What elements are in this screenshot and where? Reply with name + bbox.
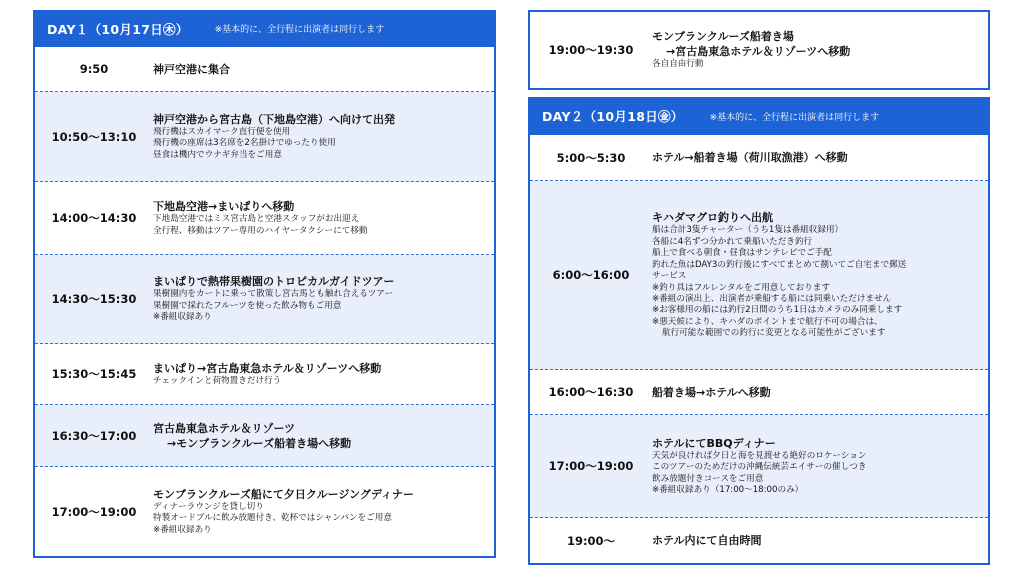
- schedule-row: [35, 182, 494, 255]
- schedule-row: [530, 12, 988, 88]
- schedule-row: [35, 344, 494, 405]
- row-time: 9:50: [79, 62, 109, 76]
- day2-title: DAY２（10月18日㊎）: [542, 109, 684, 124]
- schedule-row: [35, 47, 494, 92]
- row-detail: 飛行機の座席は3名席を2名掛けでゆったり使用: [153, 138, 336, 149]
- row-title: モンブランクルーズ船にて夕日クルージングディナー: [153, 487, 414, 501]
- schedule-row: [530, 135, 988, 181]
- day1-note: ※基本的に、全行程に出演者は同行します: [214, 25, 385, 35]
- row-title: 宮古島東急ホテル＆リゾーツ: [153, 421, 296, 435]
- row-title: 下地島空港→まいぱりへ移動: [153, 200, 295, 214]
- row-title: ホテル内にて自由時間: [652, 534, 762, 547]
- row-detail: 果樹園内をカートに乗って散策し宮古馬とも触れ合えるツアー: [153, 289, 394, 300]
- row-time: 16:30〜17:00: [51, 428, 137, 443]
- row-title: 神戸空港から宮古島（下地島空港）へ向けて出発: [153, 112, 395, 126]
- row-title: まいぱりで熱帯果樹園のトロピカルガイドツアー: [153, 275, 395, 289]
- row-detail: 特製オードブルに飲み放題付き、乾杯ではシャンパンをご用意: [153, 513, 392, 524]
- row-time: 14:00〜14:30: [51, 211, 137, 225]
- row-title: まいぱり→宮古島東急ホテル＆リゾーツへ移動: [153, 361, 382, 375]
- schedule-row: [35, 405, 494, 467]
- row-title: ホテル→船着き場（荷川取漁港）へ移動: [652, 151, 848, 164]
- row-detail: このツアーのためだけの沖縄伝統芸エイサーの催しつき: [652, 462, 867, 473]
- row-detail: 航行可能な範囲での釣行に変更となる可能性がございます: [662, 328, 886, 339]
- day2-header: [528, 97, 990, 135]
- row-time: 14:30〜15:30: [51, 292, 137, 306]
- row-time: 17:00〜19:00: [548, 459, 634, 473]
- row-time: 19:00〜19:30: [548, 43, 634, 57]
- row-title-continued: →モンブランクルーズ船着き場へ移動: [167, 436, 352, 450]
- row-time: 5:00〜5:30: [556, 150, 626, 165]
- row-detail: サービス: [652, 271, 687, 282]
- schedule-row: [530, 370, 988, 415]
- row-detail: ディナーラウンジを貸し切り: [153, 501, 264, 512]
- row-detail: ※お客様用の船には釣行2日間のうち1日はカメラのみ同乗します: [652, 305, 903, 316]
- row-detail: 釣れた魚はDAY3の釣行後にすべてまとめて捌いてご自宅まで郵送: [652, 259, 907, 270]
- day1-header: [33, 10, 496, 47]
- schedule-row: [530, 518, 988, 563]
- row-title: モンブランクルーズ船着き場: [652, 30, 794, 44]
- row-detail: 飛行機はスカイマーク直行便を使用: [153, 126, 291, 137]
- row-detail: 全行程、移動はツアー専用のハイヤータクシーにて移動: [153, 225, 368, 236]
- row-time: 15:30〜15:45: [51, 367, 137, 381]
- row-title: 船着き場→ホテルへ移動: [652, 385, 771, 399]
- row-detail: 各船に4名ずつ分かれて乗船いただき釣行: [652, 236, 813, 247]
- row-title: キハダマグロ釣りへ出航: [652, 211, 773, 225]
- schedule-row: [530, 181, 988, 370]
- row-detail: ※釣り具はフルレンタルをご用意しております: [652, 282, 830, 293]
- row-detail: 天気が良ければ夕日と海を見渡せる絶好のロケーション: [652, 450, 867, 461]
- row-time: 6:00〜16:00: [552, 268, 630, 282]
- row-time: 16:00〜16:30: [548, 385, 634, 399]
- row-detail: チェックインと荷物置きだけ行う: [153, 375, 282, 386]
- row-time: 19:00〜: [566, 533, 616, 548]
- day1-title: DAY１（10月17日㊍）: [47, 21, 189, 37]
- row-detail: ※番組の演出上、出演者が乗船する船には同乗いただけません: [652, 293, 892, 304]
- row-title: ホテルにてBBQディナー: [652, 436, 776, 450]
- row-time: 10:50〜13:10: [51, 129, 137, 144]
- row-title: 神戸空港に集合: [153, 62, 230, 76]
- row-detail: ※番組収録あり: [153, 312, 212, 323]
- row-title-continued: →宮古島東急ホテル＆リゾーツへ移動: [666, 45, 851, 59]
- row-detail: 各自自由行動: [652, 59, 704, 70]
- schedule-row: [530, 415, 988, 518]
- row-detail: 昼食は機内でウナギ弁当をご用意: [153, 149, 282, 160]
- row-detail: 船は合計3隻チャーター（うち1隻は番組収録用）: [652, 225, 844, 236]
- row-detail: ※番組収録あり（17:00〜18:00のみ）: [652, 484, 804, 495]
- row-detail: 船上で食べる朝食・昼食はサンテレビでご手配: [652, 248, 832, 259]
- row-detail: ※番組収録あり: [153, 524, 212, 535]
- schedule-row: [35, 467, 494, 556]
- row-detail: 下地島空港ではミス宮古島と空港スタッフがお出迎え: [153, 214, 360, 225]
- row-detail: ※悪天候により、キハダのポイントまで航行不可の場合は、: [652, 316, 883, 327]
- row-detail: 果樹園で採れたフルーツを使った飲み物もご用意: [153, 300, 342, 311]
- row-time: 17:00〜19:00: [51, 504, 137, 519]
- schedule-row: [35, 255, 494, 344]
- schedule-row: [35, 92, 494, 182]
- row-detail: 飲み放題付きコースをご用意: [652, 473, 764, 484]
- day2-note: ※基本的に、全行程に出演者は同行します: [709, 112, 880, 123]
